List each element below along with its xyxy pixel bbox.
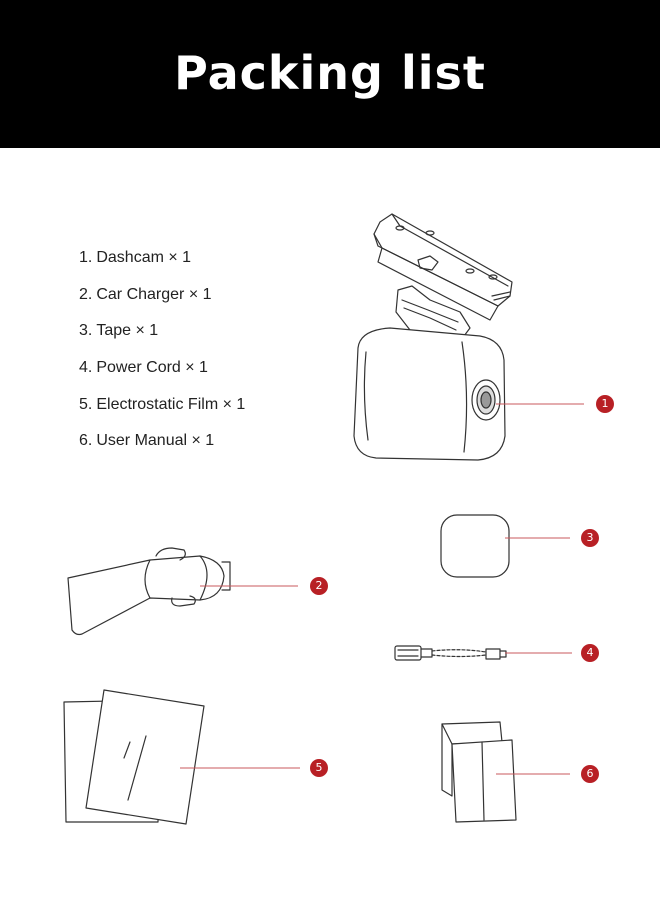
item-label: Tape × 1	[96, 322, 159, 340]
item-number: 1.	[79, 249, 93, 266]
callout-1: 1	[596, 395, 614, 413]
tape-icon	[441, 515, 509, 577]
user-manual-icon	[442, 722, 516, 822]
leader-lines	[180, 404, 584, 774]
item-number: 4.	[79, 359, 93, 377]
item-label: Car Charger × 1	[96, 285, 212, 303]
item-label: User Manual × 1	[96, 432, 215, 450]
item-label: Electrostatic Film × 1	[96, 395, 246, 413]
item-number: 2.	[79, 285, 93, 303]
item-number: 3.	[79, 322, 93, 340]
item-label: Dashcam × 1	[96, 249, 192, 266]
callout-6: 6	[581, 765, 599, 783]
callout-3: 3	[581, 529, 599, 547]
item-label: Power Cord × 1	[96, 359, 208, 377]
callout-2: 2	[310, 577, 328, 595]
car-charger-icon	[68, 548, 230, 635]
dashcam-icon	[354, 214, 512, 460]
item-number: 6.	[79, 432, 93, 450]
page-title: Packing list	[174, 46, 486, 100]
callout-5: 5	[310, 759, 328, 777]
item-number: 5.	[79, 395, 93, 413]
power-cord-icon	[395, 646, 506, 660]
electrostatic-film-icon	[64, 690, 204, 824]
callout-4: 4	[581, 644, 599, 662]
